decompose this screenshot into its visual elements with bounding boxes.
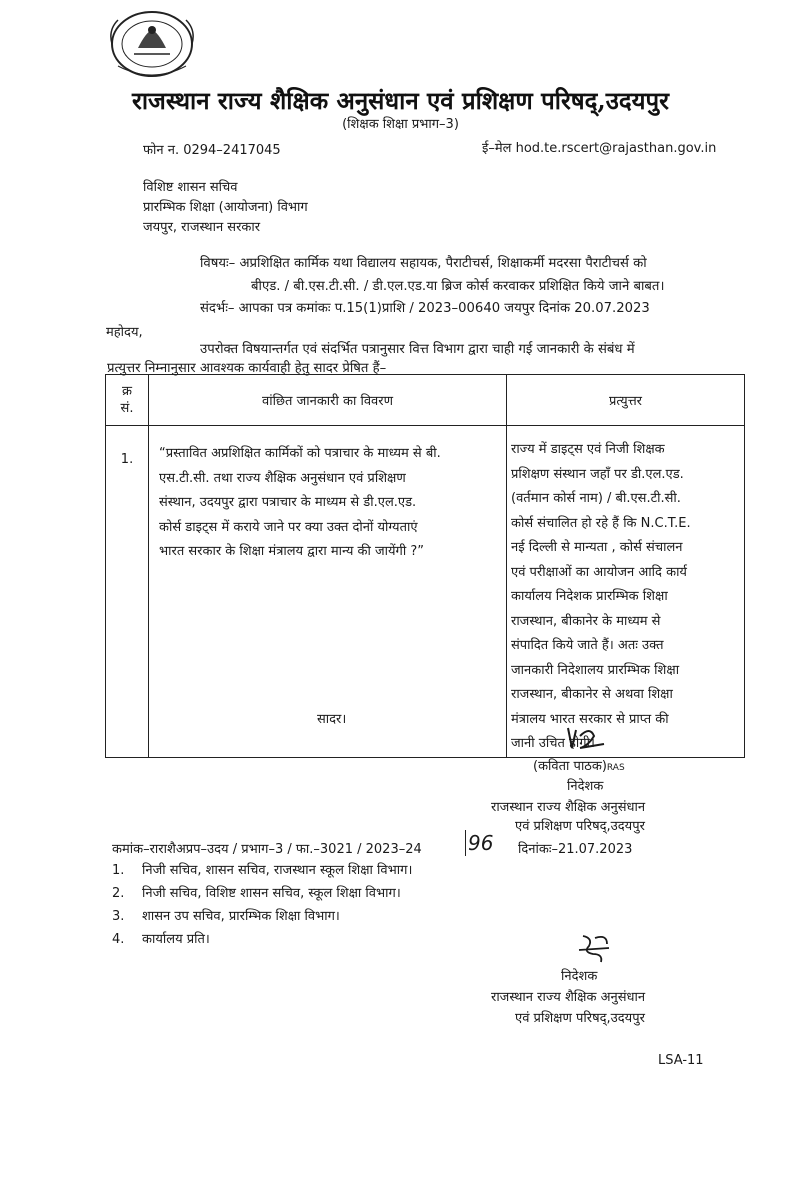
recipient-line: प्रारम्भिक शिक्षा (आयोजना) विभाग bbox=[143, 200, 308, 215]
answer-line: नई दिल्ली से मान्यता , कोर्स संचालन bbox=[511, 540, 683, 555]
recipient-line: विशिष्ट शासन सचिव bbox=[143, 180, 238, 195]
list-item: 2. निजी सचिव, विशिष्ट शासन सचिव, स्कूल शिक्षा विभाग। bbox=[112, 886, 401, 901]
handwritten-signature-icon bbox=[562, 722, 610, 752]
signatory2-org: एवं प्रशिक्षण परिषद्,उदयपुर bbox=[515, 1011, 645, 1026]
answer-line: कार्यालय निदेशक प्रारम्भिक शिक्षा bbox=[511, 589, 668, 604]
answer-cell bbox=[507, 426, 745, 758]
answer-line: राजस्थान, बीकानेर से अथवा शिक्षा bbox=[511, 687, 673, 702]
question-line: कोर्स डाइट्स में कराये जाने पर क्या उक्त दोनों योग्यताएं bbox=[159, 519, 418, 535]
list-item: 3. शासन उप सचिव, प्रारम्भिक शिक्षा विभाग। bbox=[112, 909, 340, 924]
copy-list bbox=[112, 860, 412, 952]
handwritten-signature-icon bbox=[575, 932, 615, 968]
recipient-address bbox=[143, 178, 308, 238]
answer-line: प्रशिक्षण संस्थान जहाँ पर डी.एल.एड. bbox=[511, 466, 684, 482]
answer-line: राजस्थान, बीकानेर के माध्यम से bbox=[511, 613, 661, 629]
list-item: 4. कार्यालय प्रति। bbox=[112, 932, 210, 947]
subject-line: बीएड. / बी.एस.टी.सी. / डी.एल.एड.या ब्रिज कोर्स करवाकर प्रशिक्षित किये जाने बाबत। bbox=[251, 279, 665, 294]
question-line: एस.टी.सी. तथा राज्य शैक्षिक अनुसंधान एवं प्रशिक्षण bbox=[159, 470, 406, 486]
rscert-emblem-icon bbox=[104, 8, 200, 78]
answer-line: (वर्तमान कोर्स नाम) / बी.एस.टी.सी. bbox=[511, 491, 681, 506]
email-address: ई–मेल hod.te.rscert@rajasthan.gov.in bbox=[482, 141, 717, 156]
closing-text: सादर। bbox=[317, 712, 347, 727]
column-header-info: वांछित जानकारी का विवरण bbox=[149, 375, 507, 426]
dispatch-number: कमांक–राराशैअप्रप–उदय / प्रभाग–3 / फा.–3021 / 2023–24 bbox=[112, 842, 422, 857]
answer-line: संपादित किये जाते हैं। अतः उक्त bbox=[511, 638, 664, 653]
signatory2-org: राजस्थान राज्य शैक्षिक अनुसंधान bbox=[491, 990, 646, 1005]
signatory-org: राजस्थान राज्य शैक्षिक अनुसंधान bbox=[491, 800, 646, 815]
question-cell bbox=[149, 426, 507, 758]
column-header-reply: प्रत्युत्तर bbox=[507, 375, 745, 426]
reference-line: संदर्भः– आपका पत्र कमांकः प.15(1)प्राशि / 2023–00640 जयपुर दिनांक 20.07.2023 bbox=[200, 301, 650, 316]
list-item: 1. निजी सचिव, शासन सचिव, राजस्थान स्कूल शिक्षा विभाग। bbox=[112, 863, 413, 878]
salutation: महोदय, bbox=[106, 325, 143, 340]
answer-line: जानकारी निदेशालय प्रारम्भिक शिक्षा bbox=[511, 662, 680, 678]
handwritten-number: 96 bbox=[465, 830, 493, 856]
department-subtitle: (शिक्षक शिक्षा प्रभाग–3) bbox=[342, 117, 459, 132]
answer-line: राज्य में डाइट्स एवं निजी शिक्षक bbox=[511, 442, 665, 457]
answer-line: जानी उचित होगी। bbox=[511, 736, 595, 751]
phone-number: फोन न. 0294–2417045 bbox=[143, 143, 281, 158]
table-header-row bbox=[106, 375, 745, 426]
intro-text: उपरोक्त विषयान्तर्गत एवं संदर्भित पत्रानुसार वित्त विभाग द्वारा चाही गई जानकारी के संबंध में bbox=[200, 342, 635, 357]
intro-text: प्रत्युत्तर निम्नानुसार आवश्यक कार्यवाही हेतु सादर प्रेषित हैं– bbox=[107, 361, 387, 376]
signatory2-designation: निदेशक bbox=[561, 969, 598, 984]
answer-line: मंत्रालय भारत सरकार से प्राप्त की bbox=[511, 711, 669, 727]
answer-line: कोर्स संचालित हो रहे हैं कि N.C.T.E. bbox=[511, 515, 691, 531]
information-table bbox=[105, 374, 745, 758]
signatory-org: एवं प्रशिक्षण परिषद्,उदयपुर bbox=[515, 819, 645, 834]
signatory-name: (कविता पाठक)RAS bbox=[533, 759, 625, 774]
dispatch-date: दिनांकः–21.07.2023 bbox=[518, 842, 633, 857]
signatory-designation: निदेशक bbox=[567, 779, 604, 794]
answer-line: एवं परीक्षाओं का आयोजन आदि कार्य bbox=[511, 564, 687, 580]
question-line: “प्रस्तावित अप्रशिक्षित कार्मिकों को पत्राचार के माध्यम से बी. bbox=[159, 446, 441, 461]
table-row bbox=[106, 426, 745, 758]
row-serial: 1. bbox=[106, 426, 149, 758]
subject-line: विषयः– अप्रशिक्षित कार्मिक यथा विद्यालय सहायक, पैराटीचर्स, शिक्षाकर्मी मदरसा पैराटीचर्स को bbox=[200, 256, 647, 271]
question-line: भारत सरकार के शिक्षा मंत्रालय द्वारा मान्य की जायेंगी ?” bbox=[159, 544, 425, 559]
recipient-line: जयपुर, राजस्थान सरकार bbox=[143, 220, 261, 235]
footer-code: LSA-11 bbox=[658, 1053, 704, 1068]
org-title: राजस्थान राज्य शैक्षिक अनुसंधान एवं प्रशिक्षण परिषद्,उदयपुर bbox=[132, 86, 669, 115]
column-header-serial: क्र सं. bbox=[106, 375, 149, 426]
question-line: संस्थान, उदयपुर द्वारा पत्राचार के माध्यम से डी.एल.एड. bbox=[159, 495, 417, 510]
